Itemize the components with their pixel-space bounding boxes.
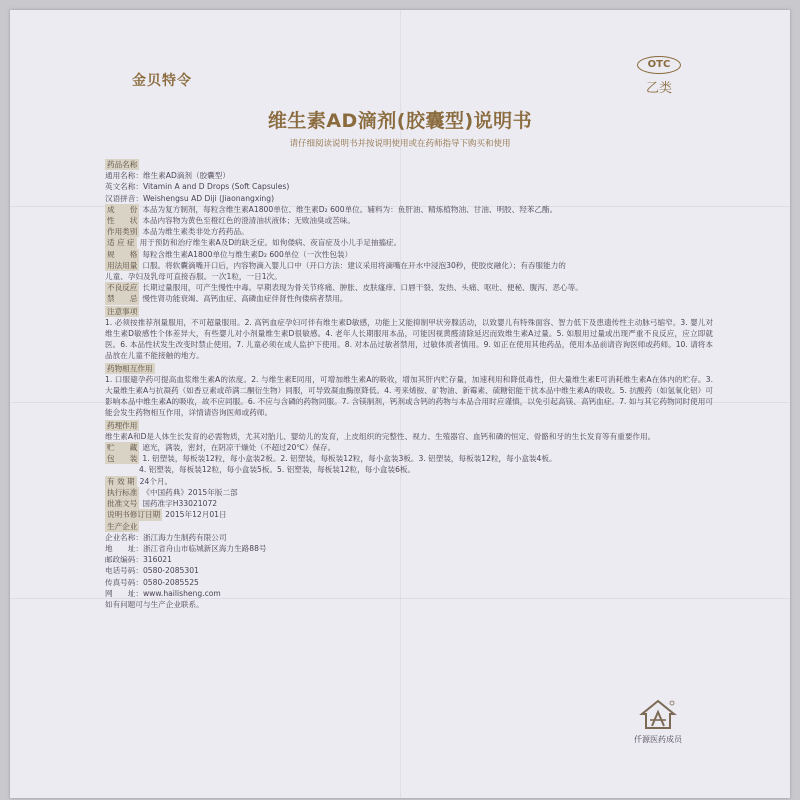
section-text: 《中国药典》2015年版二部 bbox=[142, 487, 238, 497]
section-label: 药理作用 bbox=[107, 420, 138, 430]
section-adverse bbox=[105, 282, 713, 293]
section-validity bbox=[105, 476, 713, 487]
section-text: 用于预防和治疗维生素A及D的缺乏症。如佝偻病、夜盲症及小儿手足抽搐症。 bbox=[139, 238, 402, 248]
section-text: 1. 铝塑装，每板装12粒，每小盒装2板。2. 铝塑装，每板装12粒，每小盒装3板。3. 铝塑装，每板装12粒，每小盒装4板。 bbox=[142, 454, 557, 464]
section-label: 包 装 bbox=[107, 454, 138, 464]
section-standard bbox=[105, 487, 713, 498]
section-usage-cont: 儿童、孕妇及乳母可直接吞服。一次1粒，一日1次。 bbox=[105, 272, 282, 282]
manufacturer-phone: 电话号码：0580-2085301 bbox=[105, 566, 199, 576]
section-text: 口服。将软囊滴嘴开口后，内容物滴入婴儿口中（开口方法：建议采用将滴嘴在开水中浸泡30秒，使胶皮融化）；有吞服能力的 bbox=[142, 260, 566, 270]
section-drug-name-header bbox=[105, 159, 713, 170]
section-pharmacology-header bbox=[105, 420, 713, 431]
section-text: 本品内容物为黄色至橙红色的澄清油状液体；无败油臭或苦味。 bbox=[142, 216, 355, 226]
section-label: 说明书修订日期 bbox=[107, 510, 161, 520]
section-label: 贮 藏 bbox=[107, 443, 138, 453]
otc-mark bbox=[636, 52, 682, 96]
section-text: 2015年12月01日 bbox=[165, 510, 227, 520]
manufacturer-name: 企业名称：浙江海力生制药有限公司 bbox=[105, 532, 227, 542]
group-member-label: 仟源医药成员 bbox=[634, 735, 682, 744]
manufacturer-postcode: 邮政编码：316021 bbox=[105, 555, 172, 565]
section-spec bbox=[105, 249, 713, 260]
section-text: 长期过量服用，可产生慢性中毒。早期表现为骨关节疼痛、肿胀、皮肤瘙痒、口唇干裂、发热、头痛、呕吐、便秘、腹泻、恶心等。 bbox=[142, 283, 583, 293]
section-text: 慢性肾功能衰竭、高钙血症、高磷血症伴肾性佝偻病者禁用。 bbox=[142, 294, 348, 304]
section-interactions-text: 1. 口服避孕药可提高血浆维生素A的浓度。2. 与维生素E同用，可增加维生素A的吸收，增加其肝内贮存量，加速利用和降低毒性，但大量维生素E可消耗维生素A在体内的贮存。3. 大量维生素A与抗凝药（如香豆素或茚满二酮衍生物）同服，可导致凝血酶原降低。4. 考来烯胺、矿物油、新霉素、硫糖铝能干扰本品中维生素A的吸收。5. 抗酸药（如氢氧化铝）可影响本品中维生素A的吸收，故不应同服。6. 不应与含磷的药物同服。7. 含镁制剂，钙剂或含钙的药物与本品合用时应谨慎，以免引起高镁、高钙血症。7. 如与其它药物同时使用可能会发生药物相互作用，详情请咨询医师或药师。 bbox=[105, 374, 713, 418]
section-approval bbox=[105, 498, 713, 509]
section-package bbox=[105, 453, 713, 464]
section-ingredients bbox=[105, 204, 713, 215]
pharma-group-emblem-icon bbox=[638, 698, 678, 732]
section-label: 成 份 bbox=[107, 204, 138, 214]
section-revision bbox=[105, 509, 713, 520]
section-label: 性 状 bbox=[107, 216, 138, 226]
manufacturer-website: 网 址：www.hailisheng.com bbox=[105, 588, 221, 598]
section-label: 批准文号 bbox=[107, 499, 138, 509]
section-label: 药品名称 bbox=[107, 160, 138, 169]
otc-badge: OTC bbox=[637, 56, 681, 74]
common-name: 通用名称：维生素AD滴剂（胶囊型） bbox=[105, 171, 230, 181]
section-label: 生产企业 bbox=[107, 521, 138, 531]
section-contraindications bbox=[105, 293, 713, 304]
section-storage bbox=[105, 442, 713, 453]
english-name: 英文名称：Vitamin A and D Drops (Soft Capsules) bbox=[105, 182, 290, 192]
group-member-logo bbox=[628, 698, 688, 745]
section-category bbox=[105, 226, 713, 237]
section-interactions-header bbox=[105, 363, 713, 374]
section-character bbox=[105, 215, 713, 226]
document-title: 维生素AD滴剂(胶囊型)说明书 bbox=[267, 110, 533, 132]
section-label: 执行标准 bbox=[107, 487, 138, 497]
section-indications bbox=[105, 237, 713, 248]
section-manufacturer-header bbox=[105, 521, 713, 532]
section-text: 本品为复方制剂，每粒含维生素A1800单位、维生素D₂ 600单位。辅料为：鱼肝油、精炼植物油、甘油、明胶、羟苯乙酯。 bbox=[142, 204, 558, 214]
document-subtitle: 请仔细阅读说明书并按说明使用或在药师指导下购买和使用 bbox=[289, 139, 511, 149]
section-text: 24个月。 bbox=[139, 476, 173, 486]
manufacturer-address: 地 址：浙江省舟山市临城新区海力生路88号 bbox=[105, 543, 267, 553]
otc-class: 乙类 bbox=[645, 81, 672, 96]
section-pharmacology-text: 维生素A和D是人体生长发育的必需物质，尤其对胎儿、婴幼儿的发育，上皮组织的完整性、视力、生殖器官、血钙和磷的恒定、骨骼和牙的生长发育等有重要作用。 bbox=[105, 431, 656, 441]
pinyin-name: 汉语拼音：Weishengsu AD Diji (Jiaonangxing) bbox=[105, 193, 275, 203]
section-label: 不良反应 bbox=[107, 283, 138, 293]
manufacturer-fax: 传真号码：0580-2085525 bbox=[105, 577, 199, 587]
section-label: 适 应 症 bbox=[107, 238, 135, 248]
section-precautions-text: 1. 必须按推荐剂量服用，不可超量服用。2. 高钙血症孕妇可伴有维生素D敏感，功能上又能抑制甲状旁腺活动，以致婴儿有特殊面容、智力低下及患遗传性主动脉弓缩窄。3. 婴儿对维生素D敏感性个体差异大，有些婴儿对小剂量维生素D很敏感。4. 老年人长期服用本品，可能因视黄醛清除延迟而致维生素A过量。5. 如服用过量或出现严重不良反应，应立即就医。6. 本品性状发生改变时禁止使用。7. 儿童必须在成人监护下使用。8. 对本品过敏者禁用，过敏体质者慎用。9. 如正在使用其他药品，使用本品前请咨询医师或药师。10. 请将本品放在儿童不能接触的地方。 bbox=[105, 317, 713, 361]
section-label: 规 格 bbox=[107, 249, 138, 259]
section-label: 药物相互作用 bbox=[107, 363, 153, 373]
section-text: 本品为维生素类非处方药药品。 bbox=[142, 227, 249, 237]
section-label: 作用类别 bbox=[107, 227, 138, 237]
section-text: 遮光，满装，密封，在阴凉干燥处（不超过20℃）保存。 bbox=[142, 443, 336, 453]
section-package-cont: 4. 铝塑装，每板装12粒，每小盒装5板。5. 铝塑装，每板装12粒，每小盒装6板。 bbox=[139, 465, 416, 475]
manufacturer-note: 如有问题可与生产企业联系。 bbox=[105, 599, 204, 609]
leaflet-body bbox=[105, 159, 713, 610]
section-text: 每粒含维生素A1800单位与维生素D₂ 600单位（一次性包装） bbox=[142, 249, 353, 259]
section-text: 国药准字H33021072 bbox=[142, 499, 218, 509]
section-label: 禁 忌 bbox=[107, 294, 138, 304]
section-label: 用法用量 bbox=[107, 260, 138, 270]
leaflet-sheet bbox=[10, 10, 790, 798]
section-label: 注意事项 bbox=[107, 306, 138, 316]
section-label: 有 效 期 bbox=[107, 476, 135, 486]
brand-logo-text: 金贝特令 bbox=[132, 73, 192, 89]
section-usage bbox=[105, 260, 713, 271]
section-precautions-header bbox=[105, 306, 713, 317]
